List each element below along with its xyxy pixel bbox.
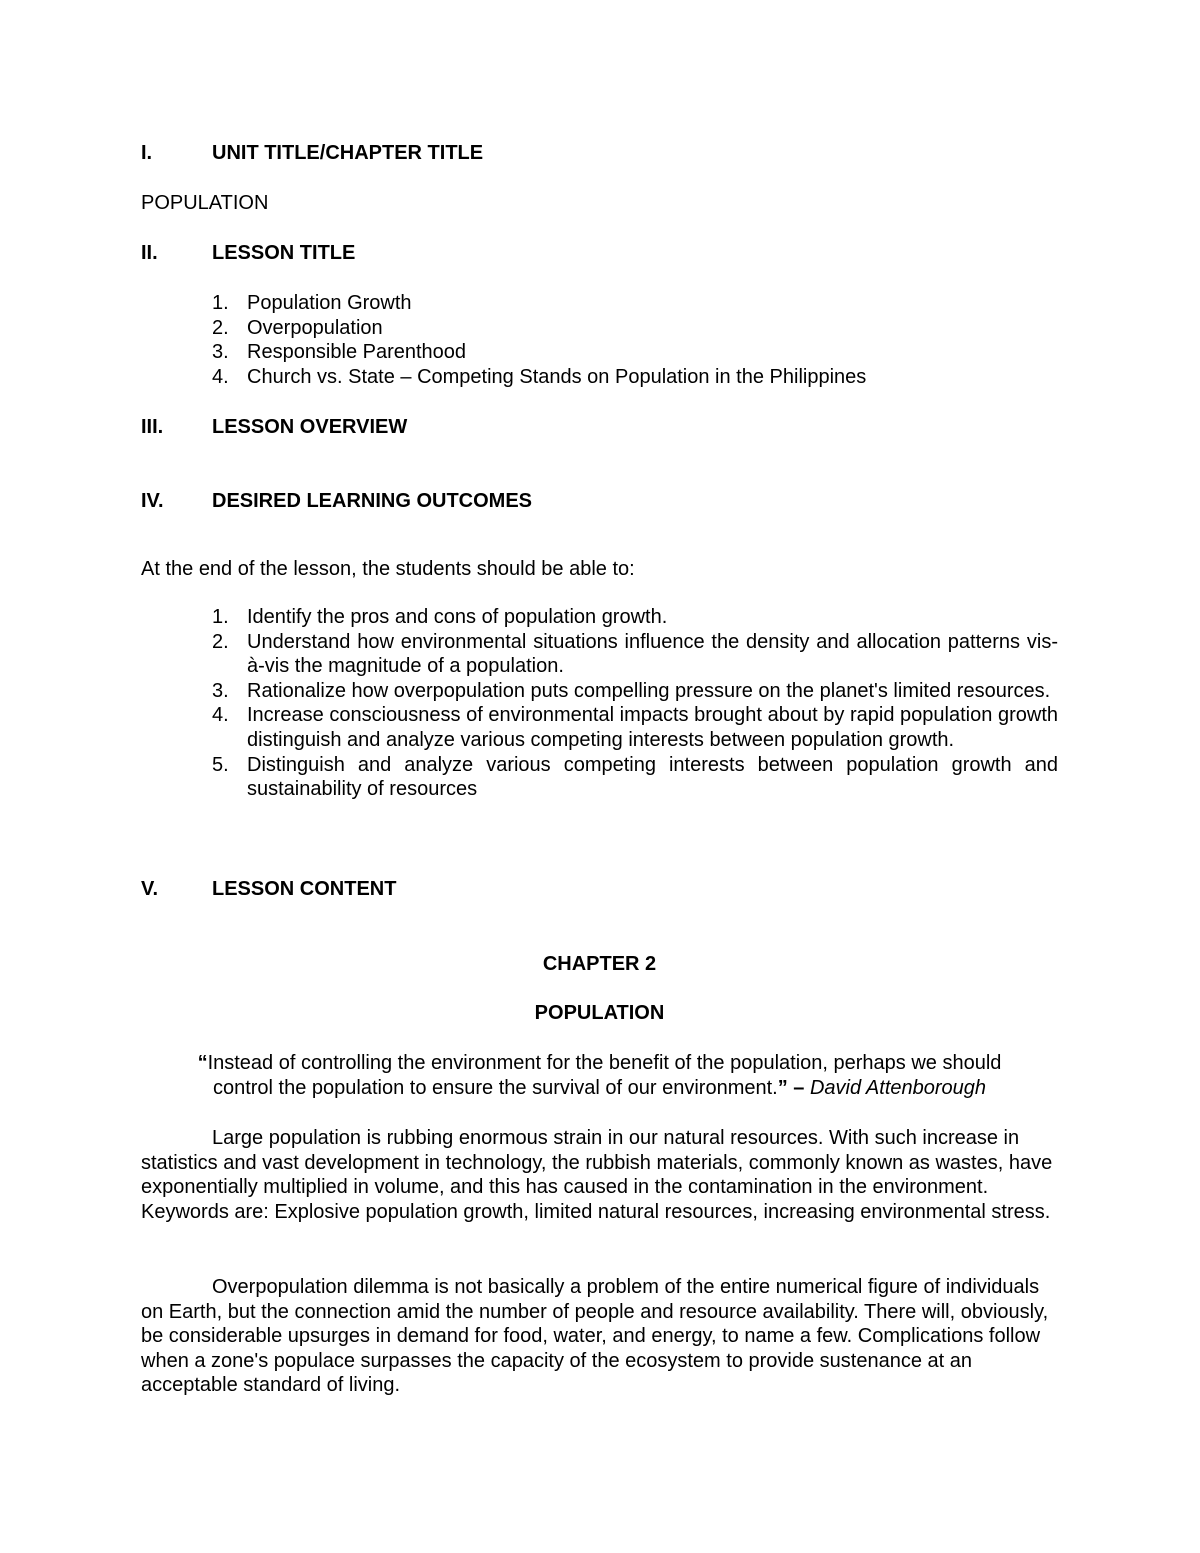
list-marker: 1.: [212, 292, 229, 314]
list-item: [141, 703, 1058, 752]
list-item: [141, 316, 866, 341]
chapter-title: POPULATION: [534, 1002, 665, 1024]
list-item: [141, 679, 1058, 704]
list-item: [141, 753, 1058, 802]
paragraph-text: Overpopulation dilemma is not basically a problem of the entire numerical figure of individuals on Earth, but the connection amid the number of people and resource availability. There will, obviously, be considerable upsurges in demand for food, water, and energy, to name a few. Complications follow when a zone's populace surpasses the capacity of the ecosystem to provide sustenance at an acceptable standard of living.: [141, 1276, 1049, 1397]
quote-text-1: Instead of controlling the environment for the benefit of the population, perhaps we should: [207, 1052, 1002, 1074]
list-item-text: Distinguish and analyze various competing interests between population growth and sustainability of resources: [247, 753, 1058, 801]
list-item-text: Responsible Parenthood: [247, 341, 467, 364]
body-paragraph-2: [141, 1275, 1061, 1398]
list-marker: 3.: [212, 679, 229, 702]
quote-text-2: control the population to ensure the survival of our environment.: [212, 1076, 778, 1099]
open-quote-mark: “: [197, 1052, 208, 1074]
list-item-text: Identify the pros and cons of population growth.: [247, 606, 668, 628]
section-number: IV.: [141, 490, 164, 512]
epigraph-quote: [141, 1051, 1058, 1100]
quote-author: David Attenborough: [809, 1076, 987, 1099]
list-item: [141, 605, 1058, 630]
section-title: LESSON TITLE: [212, 242, 356, 264]
list-marker: 4.: [212, 704, 229, 727]
section-title: LESSON OVERVIEW: [212, 416, 408, 438]
quote-line-1: [141, 1051, 1058, 1076]
body-paragraph-1: [141, 1126, 1061, 1224]
list-item: [141, 340, 866, 365]
list-marker: 4.: [212, 365, 229, 388]
section-number: II.: [141, 242, 158, 264]
list-item-text: Understand how environmental situations influence the density and allocation patterns vis-à-vis the magnitude of a population.: [247, 630, 1058, 678]
section-number: III.: [141, 416, 164, 438]
list-marker: 2.: [212, 316, 229, 339]
section-title: LESSON CONTENT: [212, 878, 397, 900]
outcomes-intro: At the end of the lesson, the students should be able to:: [141, 558, 635, 580]
quote-line-2: [141, 1076, 1058, 1101]
learning-outcomes-list: [141, 605, 1058, 802]
list-marker: 5.: [212, 753, 229, 776]
list-marker: 3.: [212, 341, 229, 364]
list-marker: 1.: [212, 606, 229, 628]
list-item-text: Overpopulation: [247, 316, 383, 339]
section-heading-lesson-content: [141, 877, 396, 902]
section-heading-lesson-overview: [141, 415, 407, 440]
list-item: [141, 365, 866, 390]
section-title: DESIRED LEARNING OUTCOMES: [212, 490, 533, 512]
paragraph-text: Large population is rubbing enormous strain in our natural resources. With such increase in statistics and vast development in technology, the rubbish materials, commonly known as wastes, have exponentially multiplied in volume, and this has caused in the contamination in the environment. Keywords are: Explosive population growth, limited natural resources, increasing environmental stress.: [141, 1127, 1053, 1223]
chapter-label: CHAPTER 2: [542, 953, 657, 975]
list-item-text: Rationalize how overpopulation puts compelling pressure on the planet's limited resources.: [247, 679, 1051, 702]
list-marker: 2.: [212, 630, 229, 653]
list-item: [141, 291, 866, 316]
section-number: V.: [141, 878, 159, 900]
section-number: I.: [141, 142, 153, 164]
section-heading-learning-outcomes: [141, 489, 532, 514]
section-heading-unit-title: [141, 141, 483, 166]
close-quote-dash: ” –: [777, 1076, 805, 1099]
list-item-text: Population Growth: [247, 292, 412, 314]
unit-title-value: POPULATION: [141, 192, 269, 214]
list-item-text: Increase consciousness of environmental impacts brought about by rapid population growth distinguish and analyze various competing interests between population growth.: [247, 704, 1058, 751]
list-item: [141, 630, 1058, 679]
section-title: UNIT TITLE/CHAPTER TITLE: [212, 142, 484, 164]
lesson-title-list: [141, 291, 866, 389]
list-item-text: Church vs. State – Competing Stands on Population in the Philippines: [247, 365, 867, 388]
section-heading-lesson-title: [141, 241, 355, 266]
